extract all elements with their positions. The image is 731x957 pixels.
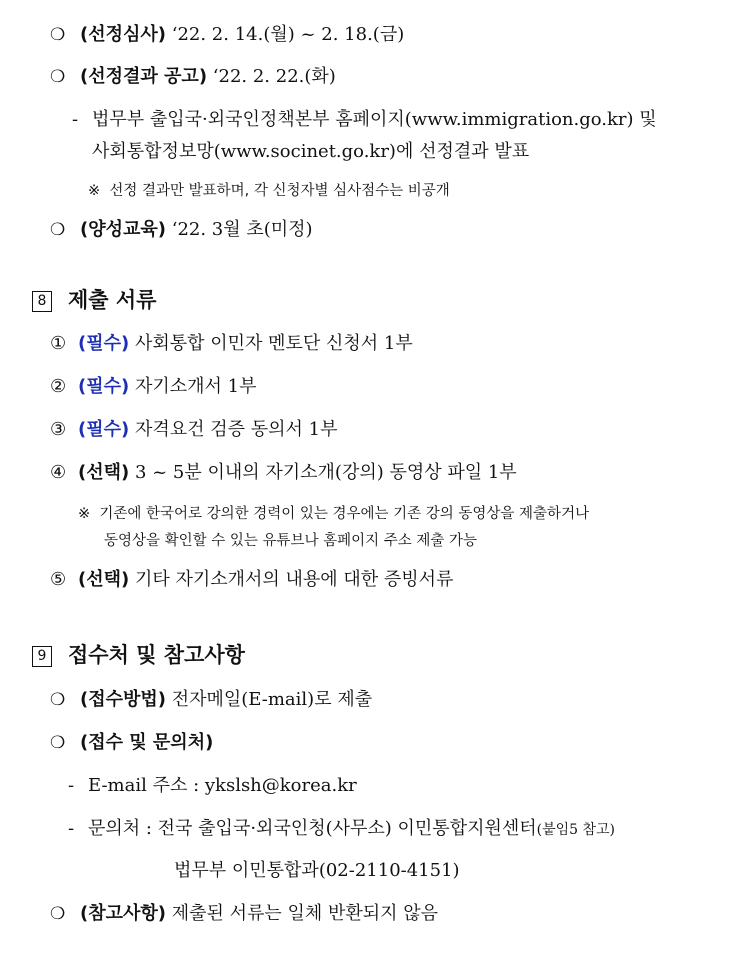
contact-inquiry: - 문의처 : 전국 출입국·외국인청(사무소) 이민통합지원센터(붙임5 참고) bbox=[68, 818, 616, 839]
section-title: 제출 서류 bbox=[68, 288, 157, 312]
circle-bullet-icon: ❍ bbox=[50, 25, 66, 45]
video-note-line1: ※ 기존에 한국어로 강의한 경력이 있는 경우에는 기존 강의 동영상을 제출하거나 bbox=[78, 506, 590, 522]
circle-bullet-icon: ❍ bbox=[50, 220, 66, 240]
schedule-item-training: ❍ (양성교육) ‘22. 3월 초(미정) bbox=[50, 219, 313, 240]
contact-heading: ❍ (접수 및 문의처) bbox=[50, 732, 214, 753]
submission-method: ❍ (접수방법) 전자메일(E-mail)로 제출 bbox=[50, 689, 373, 710]
announce-detail-line1: - 법무부 출입국·외국인정책본부 홈페이지(www.immigration.go.kr) 및 bbox=[72, 109, 657, 130]
document-item-3: ③ (필수) 자격요건 검증 동의서 1부 bbox=[50, 419, 338, 440]
section-8-heading bbox=[32, 290, 156, 312]
section-number-box: 8 bbox=[32, 291, 52, 312]
circle-bullet-icon: ❍ bbox=[50, 690, 66, 710]
schedule-text: ‘22. 2. 14.(월) ~ 2. 18.(금) bbox=[166, 24, 405, 45]
section-9-heading bbox=[32, 645, 245, 667]
document-item-1: ① (필수) 사회통합 이민자 멘토단 신청서 1부 bbox=[50, 333, 413, 354]
circle-bullet-icon: ❍ bbox=[50, 733, 66, 753]
section-number-box: 9 bbox=[32, 646, 52, 667]
schedule-label: (선정심사) bbox=[80, 24, 167, 45]
circle-bullet-icon: ❍ bbox=[50, 904, 66, 924]
schedule-label: (선정결과 공고) bbox=[80, 66, 208, 87]
schedule-item-review bbox=[50, 26, 404, 44]
document-item-2: ② (필수) 자기소개서 1부 bbox=[50, 376, 257, 397]
reference-note: ❍ (참고사항) 제출된 서류는 일체 반환되지 않음 bbox=[50, 903, 439, 924]
contact-inquiry-line2: 법무부 이민통합과(02-2110-4151) bbox=[174, 860, 460, 881]
schedule-text: ‘22. 2. 22.(화) bbox=[207, 66, 336, 87]
announce-note: ※ 선정 결과만 발표하며, 각 신청자별 심사점수는 비공개 bbox=[88, 183, 450, 199]
circle-bullet-icon: ❍ bbox=[50, 67, 66, 87]
document-item-4: ④ (선택) 3 ~ 5분 이내의 자기소개(강의) 동영상 파일 1부 bbox=[50, 462, 517, 483]
document-item-5: ⑤ (선택) 기타 자기소개서의 내용에 대한 증빙서류 bbox=[50, 569, 454, 590]
schedule-item-result bbox=[50, 68, 336, 86]
video-note-line2: 동영상을 확인할 수 있는 유튜브나 홈페이지 주소 제출 가능 bbox=[104, 533, 478, 549]
section-title: 접수처 및 참고사항 bbox=[68, 643, 245, 667]
contact-email: - E-mail 주소 : ykslsh@korea.kr bbox=[68, 775, 357, 796]
announce-detail-line2: 사회통합정보망(www.socinet.go.kr)에 선정결과 발표 bbox=[92, 141, 530, 162]
